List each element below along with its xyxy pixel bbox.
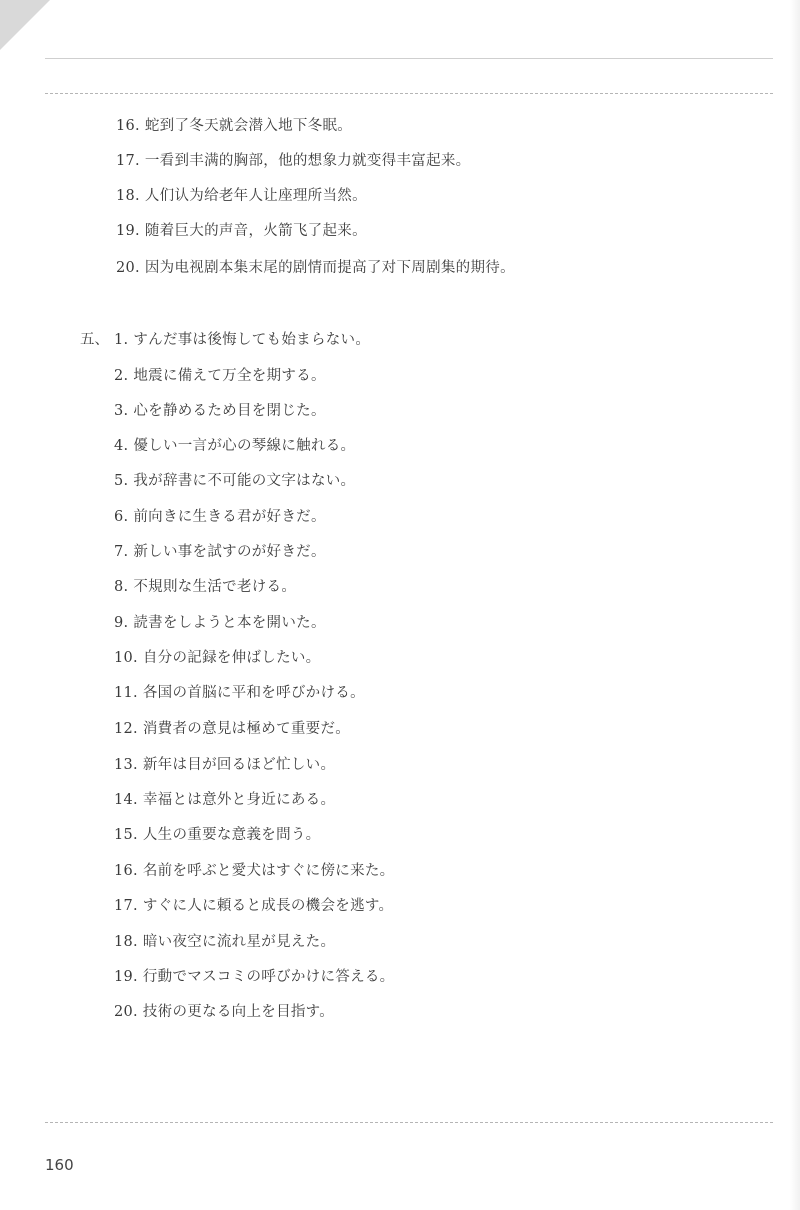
list-item: 9. 読書をしようと本を開いた。 xyxy=(114,615,326,631)
list-item: 6. 前向きに生きる君が好きだ。 xyxy=(114,509,326,525)
list-item: 15. 人生の重要な意義を問う。 xyxy=(114,827,321,843)
list-item: 1. すんだ事は後悔しても始まらない。 xyxy=(114,332,371,348)
list-item: 18. 暗い夜空に流れ星が見えた。 xyxy=(114,934,336,950)
top-dashed-divider xyxy=(45,93,773,94)
list-item: 5. 我が辞書に不可能の文字はない。 xyxy=(114,473,356,489)
bottom-dashed-divider xyxy=(45,1122,773,1123)
list-item: 16. 蛇到了冬天就会潜入地下冬眠。 xyxy=(116,118,353,134)
list-item: 20. 因为电视剧本集末尾的剧情而提高了对下周剧集的期待。 xyxy=(116,260,515,276)
list-item: 13. 新年は目が回るほど忙しい。 xyxy=(114,757,336,773)
list-item: 12. 消費者の意見は極めて重要だ。 xyxy=(114,721,351,737)
page-number: 160 xyxy=(45,1156,74,1174)
list-item: 19. 随着巨大的声音，火箭飞了起来。 xyxy=(116,223,367,239)
list-item: 3. 心を静めるため目を閉じた。 xyxy=(114,403,326,419)
list-item: 8. 不規則な生活で老ける。 xyxy=(114,579,297,595)
list-item: 18. 人们认为给老年人让座理所当然。 xyxy=(116,188,367,204)
list-item: 16. 名前を呼ぶと愛犬はすぐに傍に来た。 xyxy=(114,863,395,879)
list-item: 2. 地震に備えて万全を期する。 xyxy=(114,368,326,384)
list-item: 10. 自分の記録を伸ばしたい。 xyxy=(114,650,321,666)
list-item: 17. 一看到丰满的胸部，他的想象力就变得丰富起来。 xyxy=(116,153,471,169)
header-rule xyxy=(45,58,773,59)
list-item: 14. 幸福とは意外と身近にある。 xyxy=(114,792,336,808)
page-corner-mark xyxy=(0,0,50,50)
list-item: 20. 技術の更なる向上を目指す。 xyxy=(114,1004,335,1020)
page-edge-shadow xyxy=(790,0,800,1210)
list-item: 11. 各国の首脳に平和を呼びかける。 xyxy=(114,685,365,701)
list-item: 4. 優しい一言が心の琴線に触れる。 xyxy=(114,438,356,454)
list-item: 7. 新しい事を試すのが好きだ。 xyxy=(114,544,326,560)
list-item: 17. すぐに人に頼ると成長の機会を逃す。 xyxy=(114,898,394,914)
section-five-label: 五、 xyxy=(80,332,109,348)
list-item: 19. 行動でマスコミの呼びかけに答える。 xyxy=(114,969,395,985)
